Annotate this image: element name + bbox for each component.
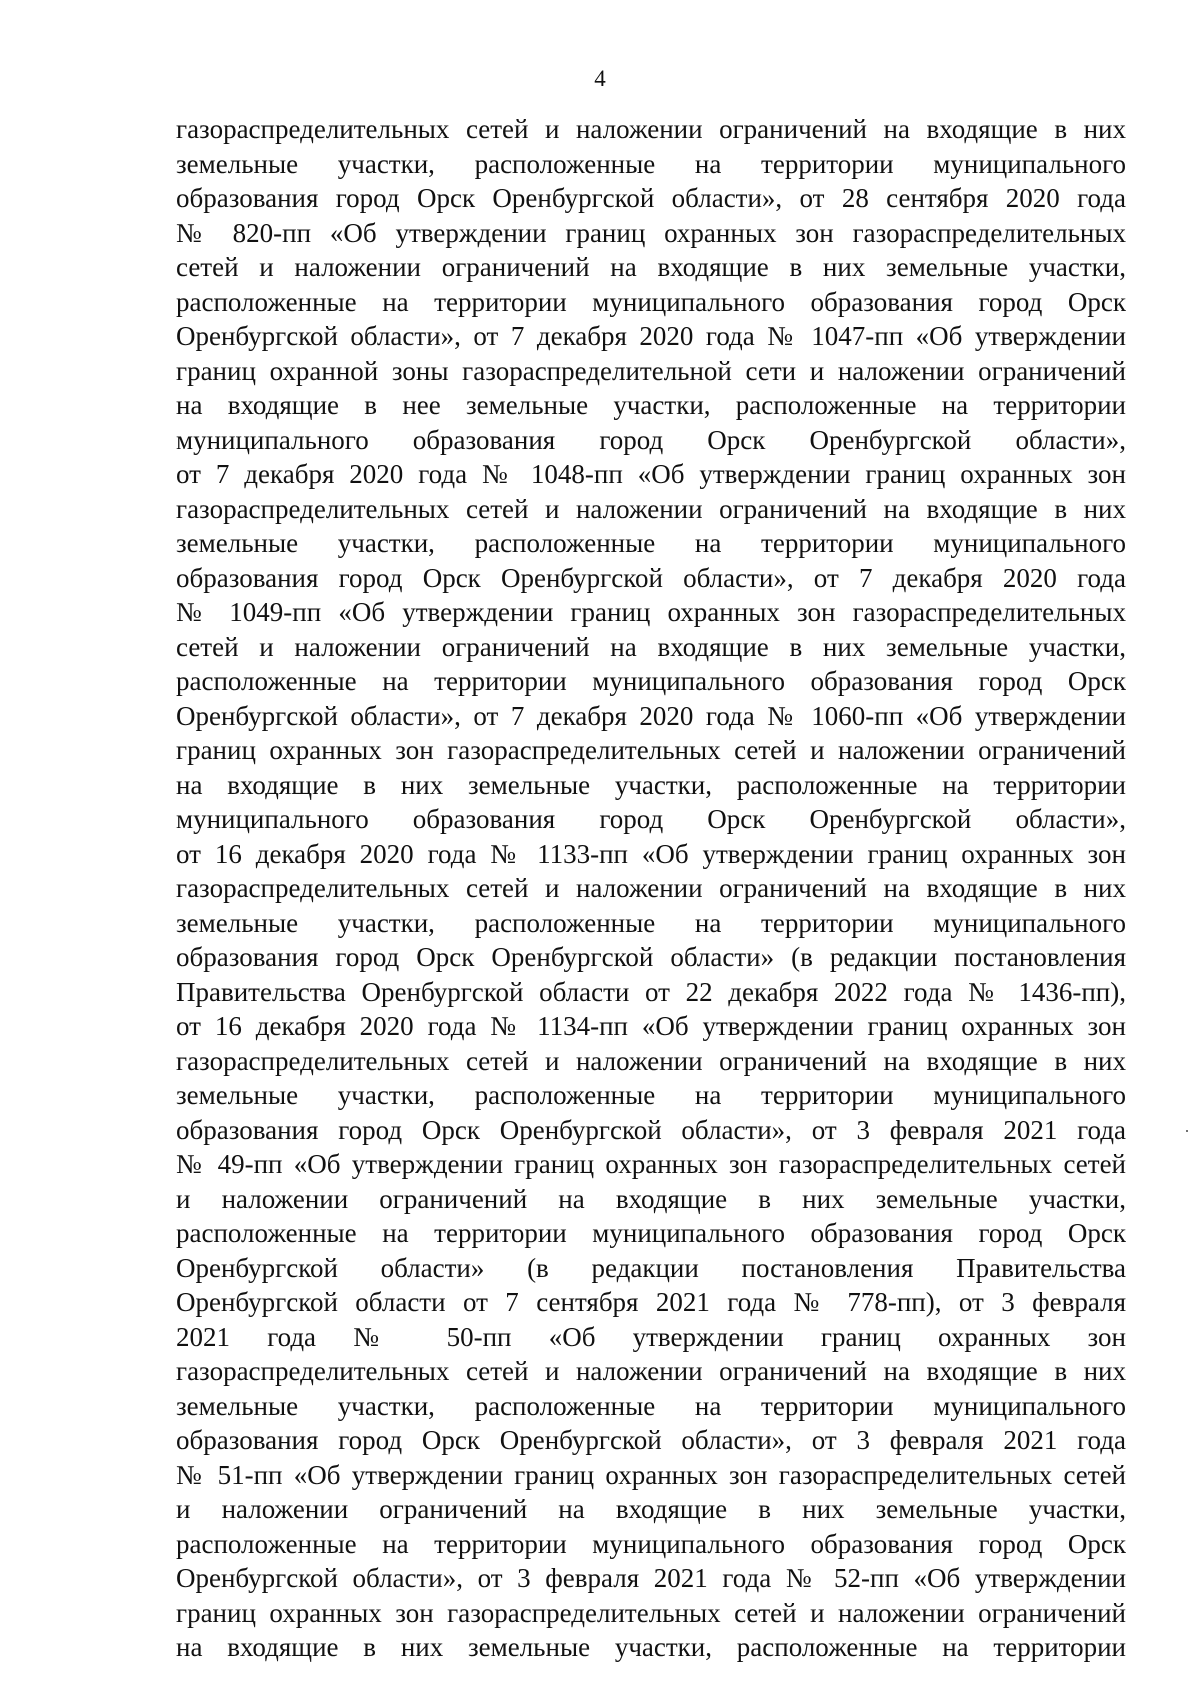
text-line: земельные участки, расположенные на территории муниципального bbox=[176, 907, 1126, 938]
text-line: и наложении ограничений на входящие в них земельные участки, bbox=[176, 1494, 1126, 1524]
text-line: Оренбургской области», от 3 февраля 2021 года № 52-пп «Об утверждении bbox=[176, 1563, 1126, 1593]
text-line: и наложении ограничений на входящие в них земельные участки, bbox=[176, 1183, 1126, 1214]
text-line: земельные участки, расположенные на территории муниципального bbox=[176, 528, 1126, 558]
text-line: Оренбургской области от 7 сентября 2021 года № 778-пп), от 3 февраля bbox=[176, 1287, 1126, 1317]
text-line: расположенные на территории муниципального образования город Орск bbox=[176, 1218, 1126, 1248]
text-line: газораспределительных сетей и наложении ограничений на входящие в них bbox=[176, 493, 1126, 524]
text-line: Оренбургской области», от 7 декабря 2020 года № 1060-пп «Об утверждении bbox=[176, 700, 1126, 731]
text-line: № 51-пп «Об утверждении границ охранных зон газораспределительных сетей bbox=[176, 1459, 1126, 1490]
text-line: расположенные на территории муниципального образования город Орск bbox=[176, 666, 1126, 696]
scan-artifact bbox=[1186, 1130, 1188, 1132]
text-line: № 1049-пп «Об утверждении границ охранных зон газораспределительных bbox=[176, 597, 1126, 627]
text-line: границ охранных зон газораспределительных сетей и наложении ограничений bbox=[176, 1597, 1126, 1628]
text-line: муниципального образования город Орск Оренбургской области», bbox=[176, 424, 1126, 455]
text-line: газораспределительных сетей и наложении ограничений на входящие в них bbox=[176, 114, 1126, 144]
text-line: на входящие в них земельные участки, расположенные на территории bbox=[176, 1632, 1126, 1662]
text-line: от 16 декабря 2020 года № 1134-пп «Об утверждении границ охранных зон bbox=[176, 1011, 1126, 1041]
text-line: образования город Орск Оренбургской области», от 3 февраля 2021 года bbox=[176, 1425, 1126, 1455]
text-line: на входящие в нее земельные участки, расположенные на территории bbox=[176, 390, 1126, 420]
text-line: образования город Орск Оренбургской области», от 7 декабря 2020 года bbox=[176, 562, 1126, 593]
text-line: от 7 декабря 2020 года № 1048-пп «Об утверждении границ охранных зон bbox=[176, 459, 1126, 489]
text-line: на входящие в них земельные участки, расположенные на территории bbox=[176, 769, 1126, 800]
text-line: сетей и наложении ограничений на входящие в них земельные участки, bbox=[176, 631, 1126, 662]
text-line: границ охранной зоны газораспределительной сети и наложении ограничений bbox=[176, 355, 1126, 386]
text-line: образования город Орск Оренбургской области» (в редакции постановления bbox=[176, 942, 1126, 972]
text-line: № 820-пп «Об утверждении границ охранных зон газораспределительных bbox=[176, 217, 1126, 248]
text-line: образования город Орск Оренбургской области», от 28 сентября 2020 года bbox=[176, 183, 1126, 213]
text-line: расположенные на территории муниципального образования город Орск bbox=[176, 286, 1126, 317]
text-line: № 49-пп «Об утверждении границ охранных зон газораспределительных сетей bbox=[176, 1149, 1126, 1179]
text-line: от 16 декабря 2020 года № 1133-пп «Об утверждении границ охранных зон bbox=[176, 838, 1126, 869]
text-line: образования город Орск Оренбургской области», от 3 февраля 2021 года bbox=[176, 1114, 1126, 1145]
text-line: расположенные на территории муниципального образования город Орск bbox=[176, 1528, 1126, 1559]
text-line: земельные участки, расположенные на территории муниципального bbox=[176, 148, 1126, 179]
text-line: муниципального образования город Орск Оренбургской области», bbox=[176, 804, 1126, 834]
text-line: Оренбургской области» (в редакции постановления Правительства bbox=[176, 1252, 1126, 1283]
page-number: 4 bbox=[594, 66, 606, 91]
text-line: сетей и наложении ограничений на входящие в них земельные участки, bbox=[176, 252, 1126, 282]
text-line: Правительства Оренбургской области от 22 декабря 2022 года № 1436-пп), bbox=[176, 976, 1126, 1007]
text-line: газораспределительных сетей и наложении ограничений на входящие в них bbox=[176, 873, 1126, 903]
text-line: границ охранных зон газораспределительных сетей и наложении ограничений bbox=[176, 735, 1126, 765]
text-line: 2021 года № 50-пп «Об утверждении границ охранных зон bbox=[176, 1321, 1126, 1352]
text-line: газораспределительных сетей и наложении ограничений на входящие в них bbox=[176, 1045, 1126, 1076]
body-text bbox=[176, 112, 1126, 1665]
text-line: Оренбургской области», от 7 декабря 2020 года № 1047-пп «Об утверждении bbox=[176, 321, 1126, 351]
text-line: газораспределительных сетей и наложении ограничений на входящие в них bbox=[176, 1356, 1126, 1386]
text-line: земельные участки, расположенные на территории муниципального bbox=[176, 1080, 1126, 1110]
text-line: земельные участки, расположенные на территории муниципального bbox=[176, 1390, 1126, 1421]
